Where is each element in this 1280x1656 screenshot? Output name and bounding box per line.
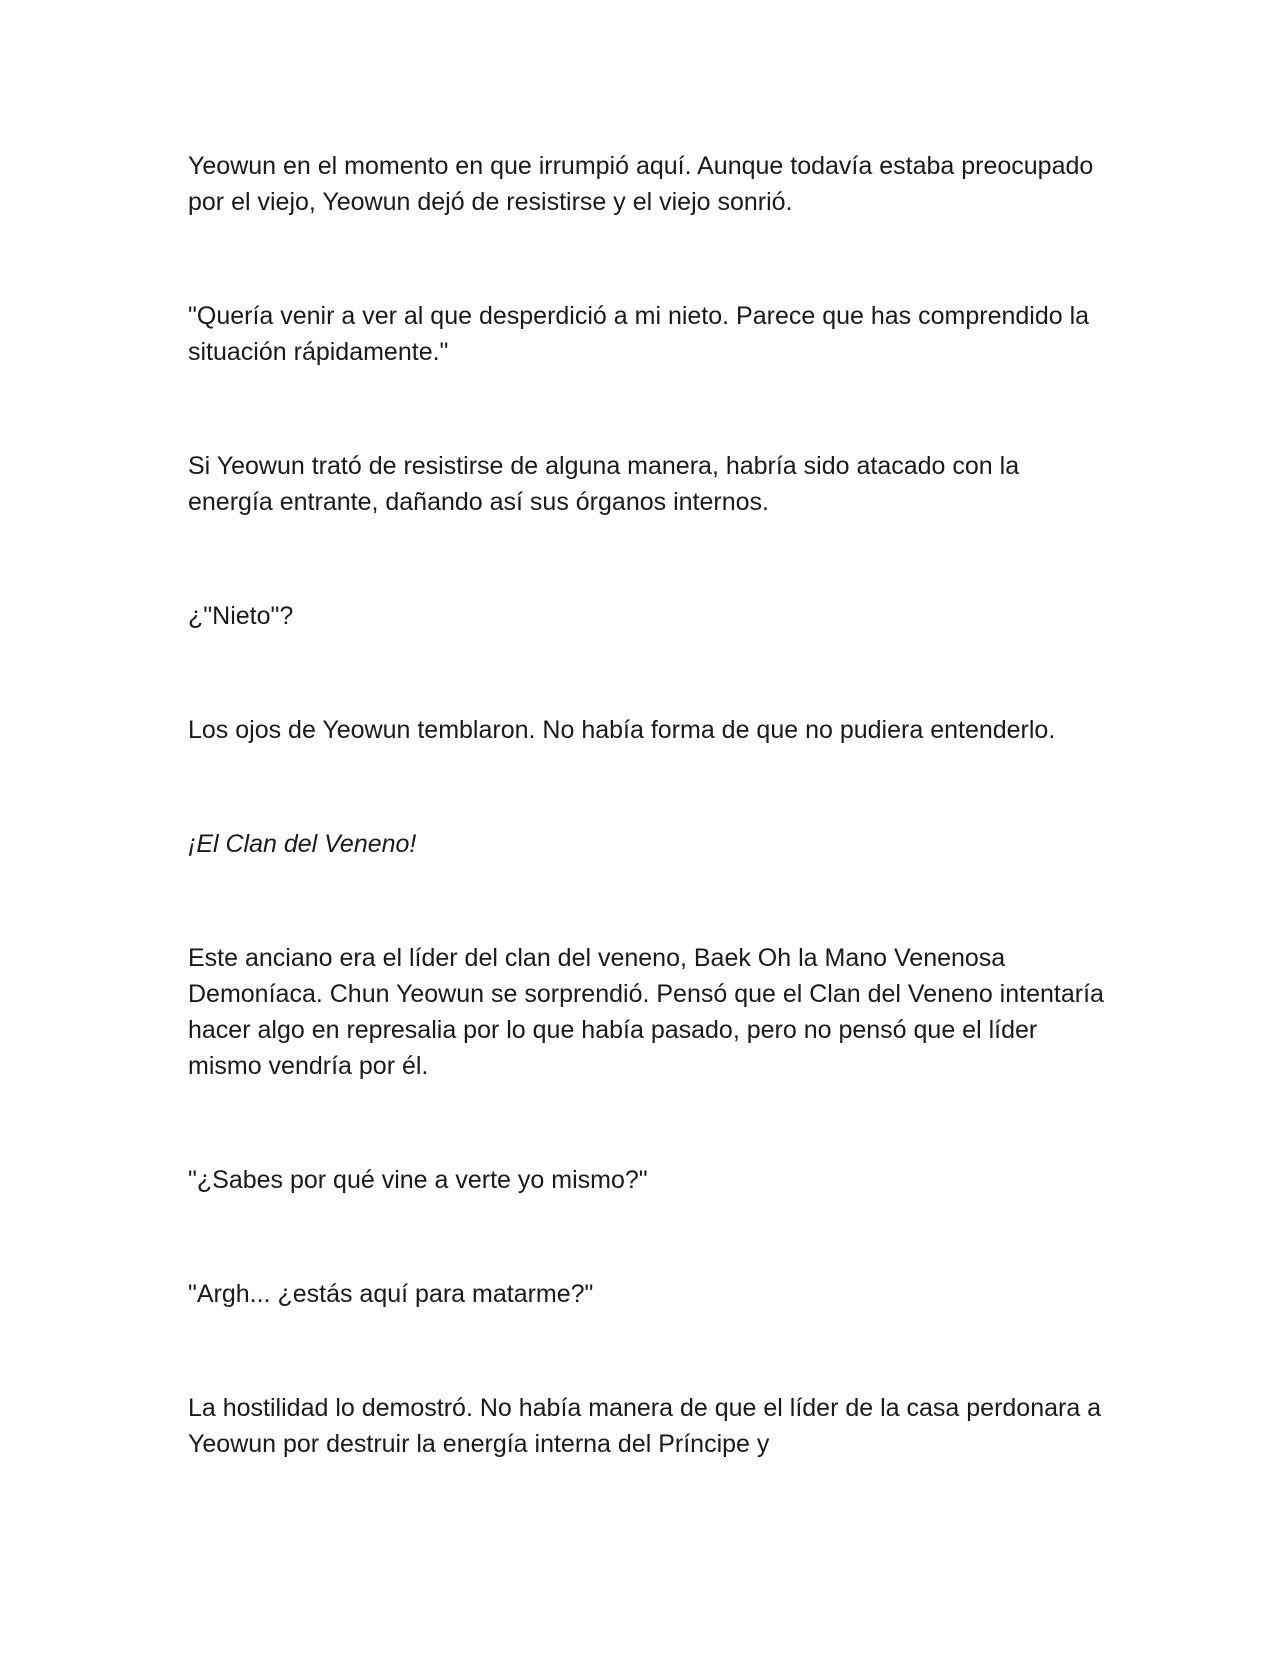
paragraph-4: ¿"Nieto"?	[188, 602, 294, 630]
paragraph-1: Yeowun en el momento en que irrumpió aquí. Aunque todavía estaba preocupado por el viejo, Yeowun dejó de resistirse y el viejo sonrió.	[188, 152, 1094, 216]
paragraph-8: "¿Sabes por qué vine a verte yo mismo?"	[188, 1166, 648, 1194]
paragraph-2: "Quería venir a ver al que desperdició a mi nieto. Parece que has comprendido la situación rápidamente."	[188, 302, 1090, 366]
paragraph-7: Este anciano era el líder del clan del veneno, Baek Oh la Mano Venenosa Demoníaca. Chun Yeowun se sorprendió. Pensó que el Clan del Veneno intentaría hacer algo en represalia por lo que había pasado, pero no pensó que el líder mismo vendría por él.	[188, 944, 1104, 1080]
paragraph-9: "Argh... ¿estás aquí para matarme?"	[188, 1280, 594, 1308]
paragraph-10: La hostilidad lo demostró. No había manera de que el líder de la casa perdonara a Yeowun por destruir la energía interna del Príncipe y	[188, 1394, 1102, 1458]
document-body	[188, 148, 1108, 1462]
paragraph-5: Los ojos de Yeowun temblaron. No había forma de que no pudiera entenderlo.	[188, 716, 1056, 744]
paragraph-3: Si Yeowun trató de resistirse de alguna manera, habría sido atacado con la energía entrante, dañando así sus órganos internos.	[188, 452, 1020, 516]
paragraph-6-emphasis: ¡El Clan del Veneno!	[188, 830, 417, 858]
